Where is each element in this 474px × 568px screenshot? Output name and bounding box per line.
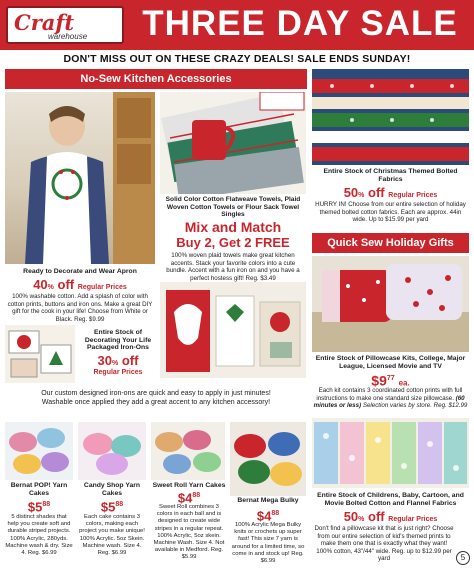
yarn-mega-photo	[230, 422, 306, 496]
children-regular: Regular Prices	[388, 516, 438, 523]
pillowcase-dollars: $9	[371, 372, 387, 389]
yarn-mega-description: 100% Acrylic Mega Bulky knits or crochets up super fast! This size 7 yarn is around for a limited time, so come in and stock up! Reg. $6.99	[231, 522, 305, 565]
apron-percent: 40	[33, 277, 48, 292]
yarn-mega-illustration	[230, 422, 306, 496]
apron-illustration	[5, 92, 155, 264]
kitchen-ironon-photo	[160, 282, 306, 378]
kitchen-note-1: Our custom designed iron-ons are quick and easy to apply in just minutes!	[41, 390, 271, 397]
children-description: Don't find a pillowcase kit that is just right? Choose from our entire selection of kid's themed prints to make them one that is exactly what they want! 100% cotton, 43"/44" wide. Reg. up to $12.99 per yard	[314, 525, 454, 563]
yarn-sweetroll-title: Sweet Roll Yarn Cakes	[152, 482, 226, 489]
ironons-regular: Regular Prices	[93, 369, 143, 376]
ironons-photo	[5, 325, 75, 383]
yarn-pop-photo	[5, 422, 73, 480]
yarn-candy-description: Each cake contains 3 colors, making each project you make unique! 100% Acrylic. 5oz Skein. Machine wash. Size 4. Reg. $6.99	[79, 514, 145, 557]
apron-description: 100% washable cotton. Add a splash of color with cotton prints, buttons and iron ons. Make a great DIY gift for the cook in your life! Choose from White or Black. Reg. $9.99	[7, 293, 153, 323]
yarn-mega-dollars: $4	[256, 508, 272, 524]
logo-subtext: warehouse	[48, 32, 88, 41]
ironons-price: 30% off	[97, 353, 139, 368]
apron-off: off	[57, 277, 75, 292]
pillowcase-title: Entire Stock of Pillowcase Kits, College, Major League, Licensed Movie and TV	[315, 355, 466, 370]
christmas-fabrics-illustration	[312, 69, 469, 165]
yarn-pop-price	[5, 498, 73, 514]
christmas-off: off	[368, 185, 385, 200]
kitchen-banner: No-Sew Kitchen Accessories	[5, 69, 307, 89]
gifts-banner: Quick Sew Holiday Gifts	[312, 233, 469, 253]
yarn-sweetroll-dollars: $4	[177, 490, 193, 506]
children-title: Entire Stock of Childrens, Baby, Cartoon, and Movie Bolted Cotton and Flannel Fabrics	[317, 492, 464, 507]
children-off: off	[368, 509, 385, 524]
pillowcase-description	[312, 387, 469, 410]
apron-photo	[5, 92, 155, 264]
towels-title: Solid Color Cotton Flatweave Towels, Plaid Woven Cotton Towels or Flour Sack Towel Singles	[165, 196, 301, 219]
pillowcase-cents: 77	[386, 375, 395, 382]
page-title: THREE DAY SALE	[142, 4, 458, 43]
sale-subtitle: DON'T MISS OUT ON THESE CRAZY DEALS! SALE ENDS SUNDAY!	[63, 53, 411, 65]
yarn-candy-dollars: $5	[100, 499, 116, 515]
christmas-title: Entire Stock of Christmas Themed Bolted Fabrics	[323, 168, 458, 183]
christmas-description: HURRY IN! Choose from our entire selection of holiday themed bolted cotton fabrics. Each are approx. 44in wide. Up to $15.99 per yard	[315, 201, 466, 224]
christmas-price: 50% off Regular Prices	[343, 185, 438, 200]
pillowcase-desc-main: Each kit contains 3 coordinated cotton prints with full instructions to make one standard size pillowcase.	[316, 387, 463, 402]
children-fabrics-photo	[312, 418, 469, 488]
yarn-candy-price	[78, 498, 146, 514]
yarn-candy-photo	[78, 422, 146, 480]
christmas-percent: 50	[343, 185, 359, 200]
craft-warehouse-logo[interactable]	[6, 6, 124, 44]
yarn-pop-cents: 88	[42, 501, 51, 508]
ironons-percent: 30	[97, 353, 112, 368]
children-percent: 50	[343, 509, 359, 524]
ironons-off: off	[121, 353, 139, 368]
yarn-mega-title: Bernat Mega Bulky	[237, 497, 299, 504]
apron-title: Ready to Decorate and Wear Apron	[23, 268, 137, 275]
yarn-mega-cents: 88	[271, 510, 280, 517]
apron-regular: Regular Prices	[77, 284, 127, 291]
towels-promo-bogo: Buy 2, Get 2 FREE	[176, 235, 290, 250]
pillowcase-desc-end: Selection varies by store. Reg. $12.99	[362, 402, 468, 410]
towels-promo-mix: Mix and Match	[184, 219, 282, 235]
yarn-candy-illustration	[78, 422, 146, 480]
yarn-pop-illustration	[5, 422, 73, 480]
children-fabrics-illustration	[312, 418, 469, 488]
yarn-pop-description: 5 distinct shades that help you create soft and durable striped projects. 100% Acrylic, 280yds. Machine wash & dry. Size 4. Reg. $6.99	[5, 514, 73, 557]
pillowcase-desc-italic: (60 minutes or less)	[313, 394, 465, 410]
yarn-sweetroll-price	[151, 489, 227, 505]
apron-price: 40% off Regular Prices	[33, 277, 127, 292]
kitchen-ironon-illustration	[160, 282, 306, 378]
yarn-sweetroll-illustration	[151, 422, 225, 480]
towels-photo	[160, 92, 306, 194]
page-number: 5	[456, 551, 470, 565]
towels-description: 100% woven plaid towels make great kitchen accents. Stack your favorite colors into a cute bundle. Accent with a fun iron on and you have a perfect hostess gift! Reg. $3.49	[166, 252, 300, 282]
christmas-regular: Regular Prices	[388, 192, 438, 199]
pillowcase-photo	[312, 256, 469, 352]
kitchen-note-2: Washable once applied they add a great accent to any kitchen accessory!	[41, 399, 271, 406]
yarn-sweetroll-description: Sweet Roll combines 3 colors in each ball and is designed to create wide stripes in a regular repeat. 100% Acrylic, 5oz skein. Machine Wash. Size 4. Not available in Medford. Reg. $5.99	[153, 504, 225, 561]
pillowcase-unit: ea.	[398, 378, 410, 388]
christmas-fabrics-photo	[312, 69, 469, 165]
logo-text: Craft	[14, 10, 75, 35]
header-bar	[0, 0, 474, 50]
yarn-pop-dollars: $5	[27, 499, 43, 515]
yarn-candy-title: Candy Shop Yarn Cakes	[83, 482, 141, 497]
ironons-illustration	[5, 325, 75, 383]
yarn-candy-cents: 88	[115, 501, 124, 508]
yarn-sweetroll-cents: 88	[192, 492, 201, 499]
pillowcase-illustration	[312, 256, 469, 352]
children-price: 50% off Regular Prices	[343, 509, 438, 524]
yarn-sweetroll-photo	[151, 422, 225, 480]
ironons-title: Entire Stock of Decorating Your Life Packaged Iron-Ons	[84, 329, 152, 352]
yarn-pop-title: Bernat POP! Yarn Cakes	[10, 482, 68, 497]
yarn-mega-price	[230, 507, 306, 523]
towels-illustration	[160, 92, 306, 194]
